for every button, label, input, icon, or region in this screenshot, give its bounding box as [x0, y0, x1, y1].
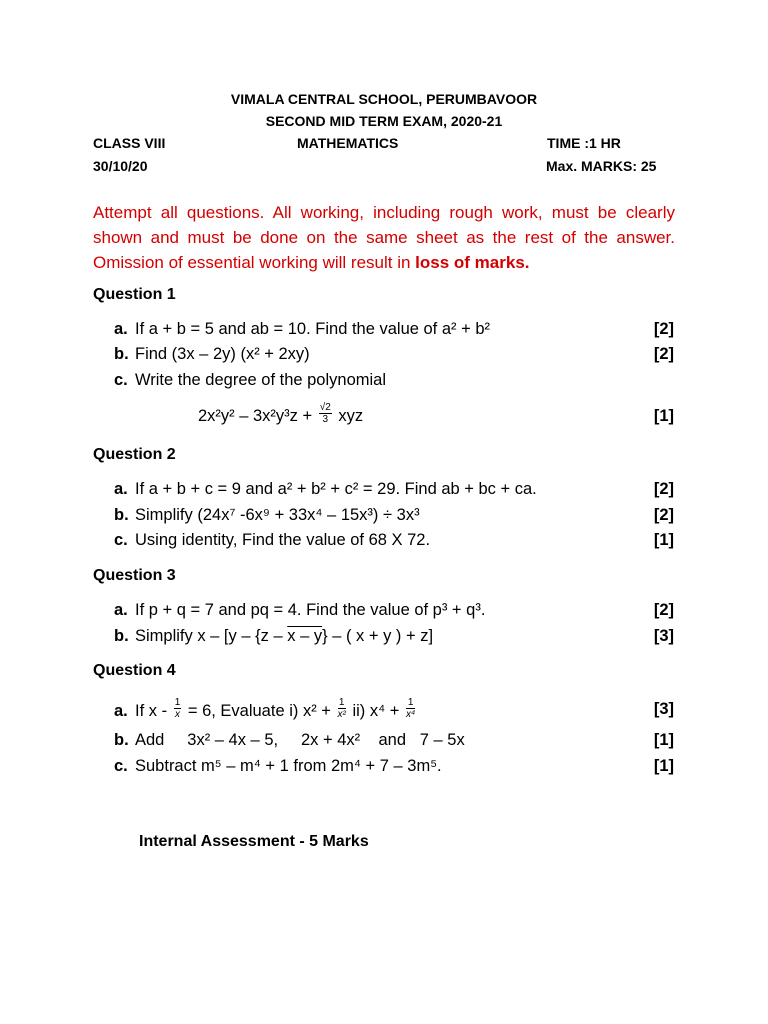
- exam-title: SECOND MID TERM EXAM, 2020-21: [265, 113, 503, 129]
- q2-part-c: [114, 531, 674, 553]
- q1-part-a: [114, 320, 674, 342]
- q1-c-frac-num: √2: [319, 402, 331, 413]
- q1-c-text: Write the degree of the polynomial: [135, 371, 387, 389]
- q1-c-expression: [114, 403, 674, 431]
- q4-a-fraction-2: [338, 697, 346, 720]
- q3-b-post: } – ( x + y ) + z]: [322, 627, 434, 645]
- q1-c-expr-left: 2x²y² – 3x²y³z +: [198, 406, 313, 425]
- part-label: c.: [114, 757, 128, 775]
- date-label: 30/10/20: [93, 158, 148, 174]
- q1-c-mark: [1]: [653, 407, 674, 425]
- question-2-title: Question 2: [93, 446, 176, 463]
- q4-a-mark: [3]: [653, 700, 674, 718]
- q2-part-a: [114, 480, 674, 502]
- q2-c-text: Using identity, Find the value of 68 X 72.: [135, 531, 431, 549]
- q1-b-text: Find (3x – 2y) (x² + 2xy): [135, 345, 310, 363]
- q4-b-text: Add 3x² – 4x – 5, 2x + 4x² and 7 – 5x: [135, 731, 465, 749]
- q4-frac1-den: x: [174, 709, 180, 720]
- q3-part-a: [114, 601, 674, 623]
- q4-frac3-den: x⁴: [406, 709, 416, 720]
- q3-b-pre: Simplify x – [y – {z –: [135, 627, 288, 645]
- q1-c-frac-den: 3: [322, 414, 329, 425]
- question-3-title: Question 3: [93, 567, 176, 584]
- q1-a-text: If a + b = 5 and ab = 10. Find the value of a² + b²: [135, 320, 490, 338]
- q4-frac2-den: x²: [337, 709, 346, 720]
- q3-a-mark: [2]: [653, 601, 674, 619]
- part-label: a.: [114, 320, 128, 338]
- part-label: a.: [114, 601, 128, 619]
- q4-frac2-num: 1: [338, 697, 345, 708]
- question-1-title: Question 1: [93, 286, 176, 303]
- q4-frac1-num: 1: [174, 697, 181, 708]
- part-label: b.: [114, 345, 129, 363]
- max-marks-label: Max. MARKS: 25: [546, 158, 657, 174]
- q4-a-pre: If x -: [135, 701, 168, 720]
- q2-a-text: If a + b + c = 9 and a² + b² + c² = 29. Find ab + bc + ca.: [135, 480, 537, 498]
- part-label: c.: [114, 531, 128, 549]
- q3-a-text: If p + q = 7 and pq = 4. Find the value of p³ + q³.: [135, 601, 486, 619]
- q2-c-mark: [1]: [653, 531, 674, 549]
- q1-c-expr-right: xyz: [338, 406, 364, 425]
- q4-a-mid2: ii) x⁴ +: [352, 701, 400, 720]
- class-label: CLASS VIII: [93, 135, 166, 151]
- q4-a-mid: = 6, Evaluate i) x² +: [187, 701, 331, 720]
- q4-c-mark: [1]: [653, 757, 674, 775]
- q3-b-overline: x – y: [287, 627, 323, 645]
- part-label: b.: [114, 627, 129, 645]
- q1-part-b: [114, 345, 674, 367]
- q4-frac3-num: 1: [407, 697, 414, 708]
- q4-part-c: [114, 757, 674, 779]
- part-label: b.: [114, 506, 129, 524]
- q2-part-b: [114, 506, 674, 528]
- instructions-text: Attempt all questions. All working, including rough work, must be clearly shown and must be done on the same sheet as the rest of the answer. Omission of essential working will result in: [93, 203, 675, 272]
- q4-b-mark: [1]: [653, 731, 674, 749]
- part-label: a.: [114, 701, 128, 720]
- subject-label: MATHEMATICS: [297, 135, 399, 151]
- q1-c-fraction: [319, 402, 332, 425]
- part-label: c.: [114, 371, 128, 389]
- q2-b-text: Simplify (24x⁷ -6x⁹ + 33x⁴ – 15x³) ÷ 3x³: [135, 506, 420, 524]
- question-4-title: Question 4: [93, 662, 176, 679]
- q4-a-fraction-3: [406, 697, 415, 720]
- q3-part-b: [114, 627, 674, 649]
- internal-assessment: Internal Assessment - 5 Marks: [139, 833, 369, 850]
- q1-b-mark: [2]: [653, 345, 674, 363]
- q2-a-mark: [2]: [653, 480, 674, 498]
- q1-a-mark: [2]: [653, 320, 674, 338]
- time-label: TIME :1 HR: [547, 135, 621, 151]
- part-label: a.: [114, 480, 128, 498]
- q4-a-fraction-1: [174, 697, 182, 720]
- part-label: b.: [114, 731, 129, 749]
- instructions: [93, 200, 675, 275]
- q4-c-text: Subtract m⁵ – m⁴ + 1 from 2m⁴ + 7 – 3m⁵.: [135, 757, 442, 775]
- q3-b-mark: [3]: [653, 627, 674, 645]
- instructions-emphasis: loss of marks.: [415, 253, 530, 272]
- q4-part-b: [114, 731, 674, 753]
- q4-part-a: [114, 697, 674, 728]
- q2-b-mark: [2]: [653, 506, 674, 524]
- q1-part-c: [114, 371, 674, 393]
- school-name: VIMALA CENTRAL SCHOOL, PERUMBAVOOR: [230, 91, 538, 107]
